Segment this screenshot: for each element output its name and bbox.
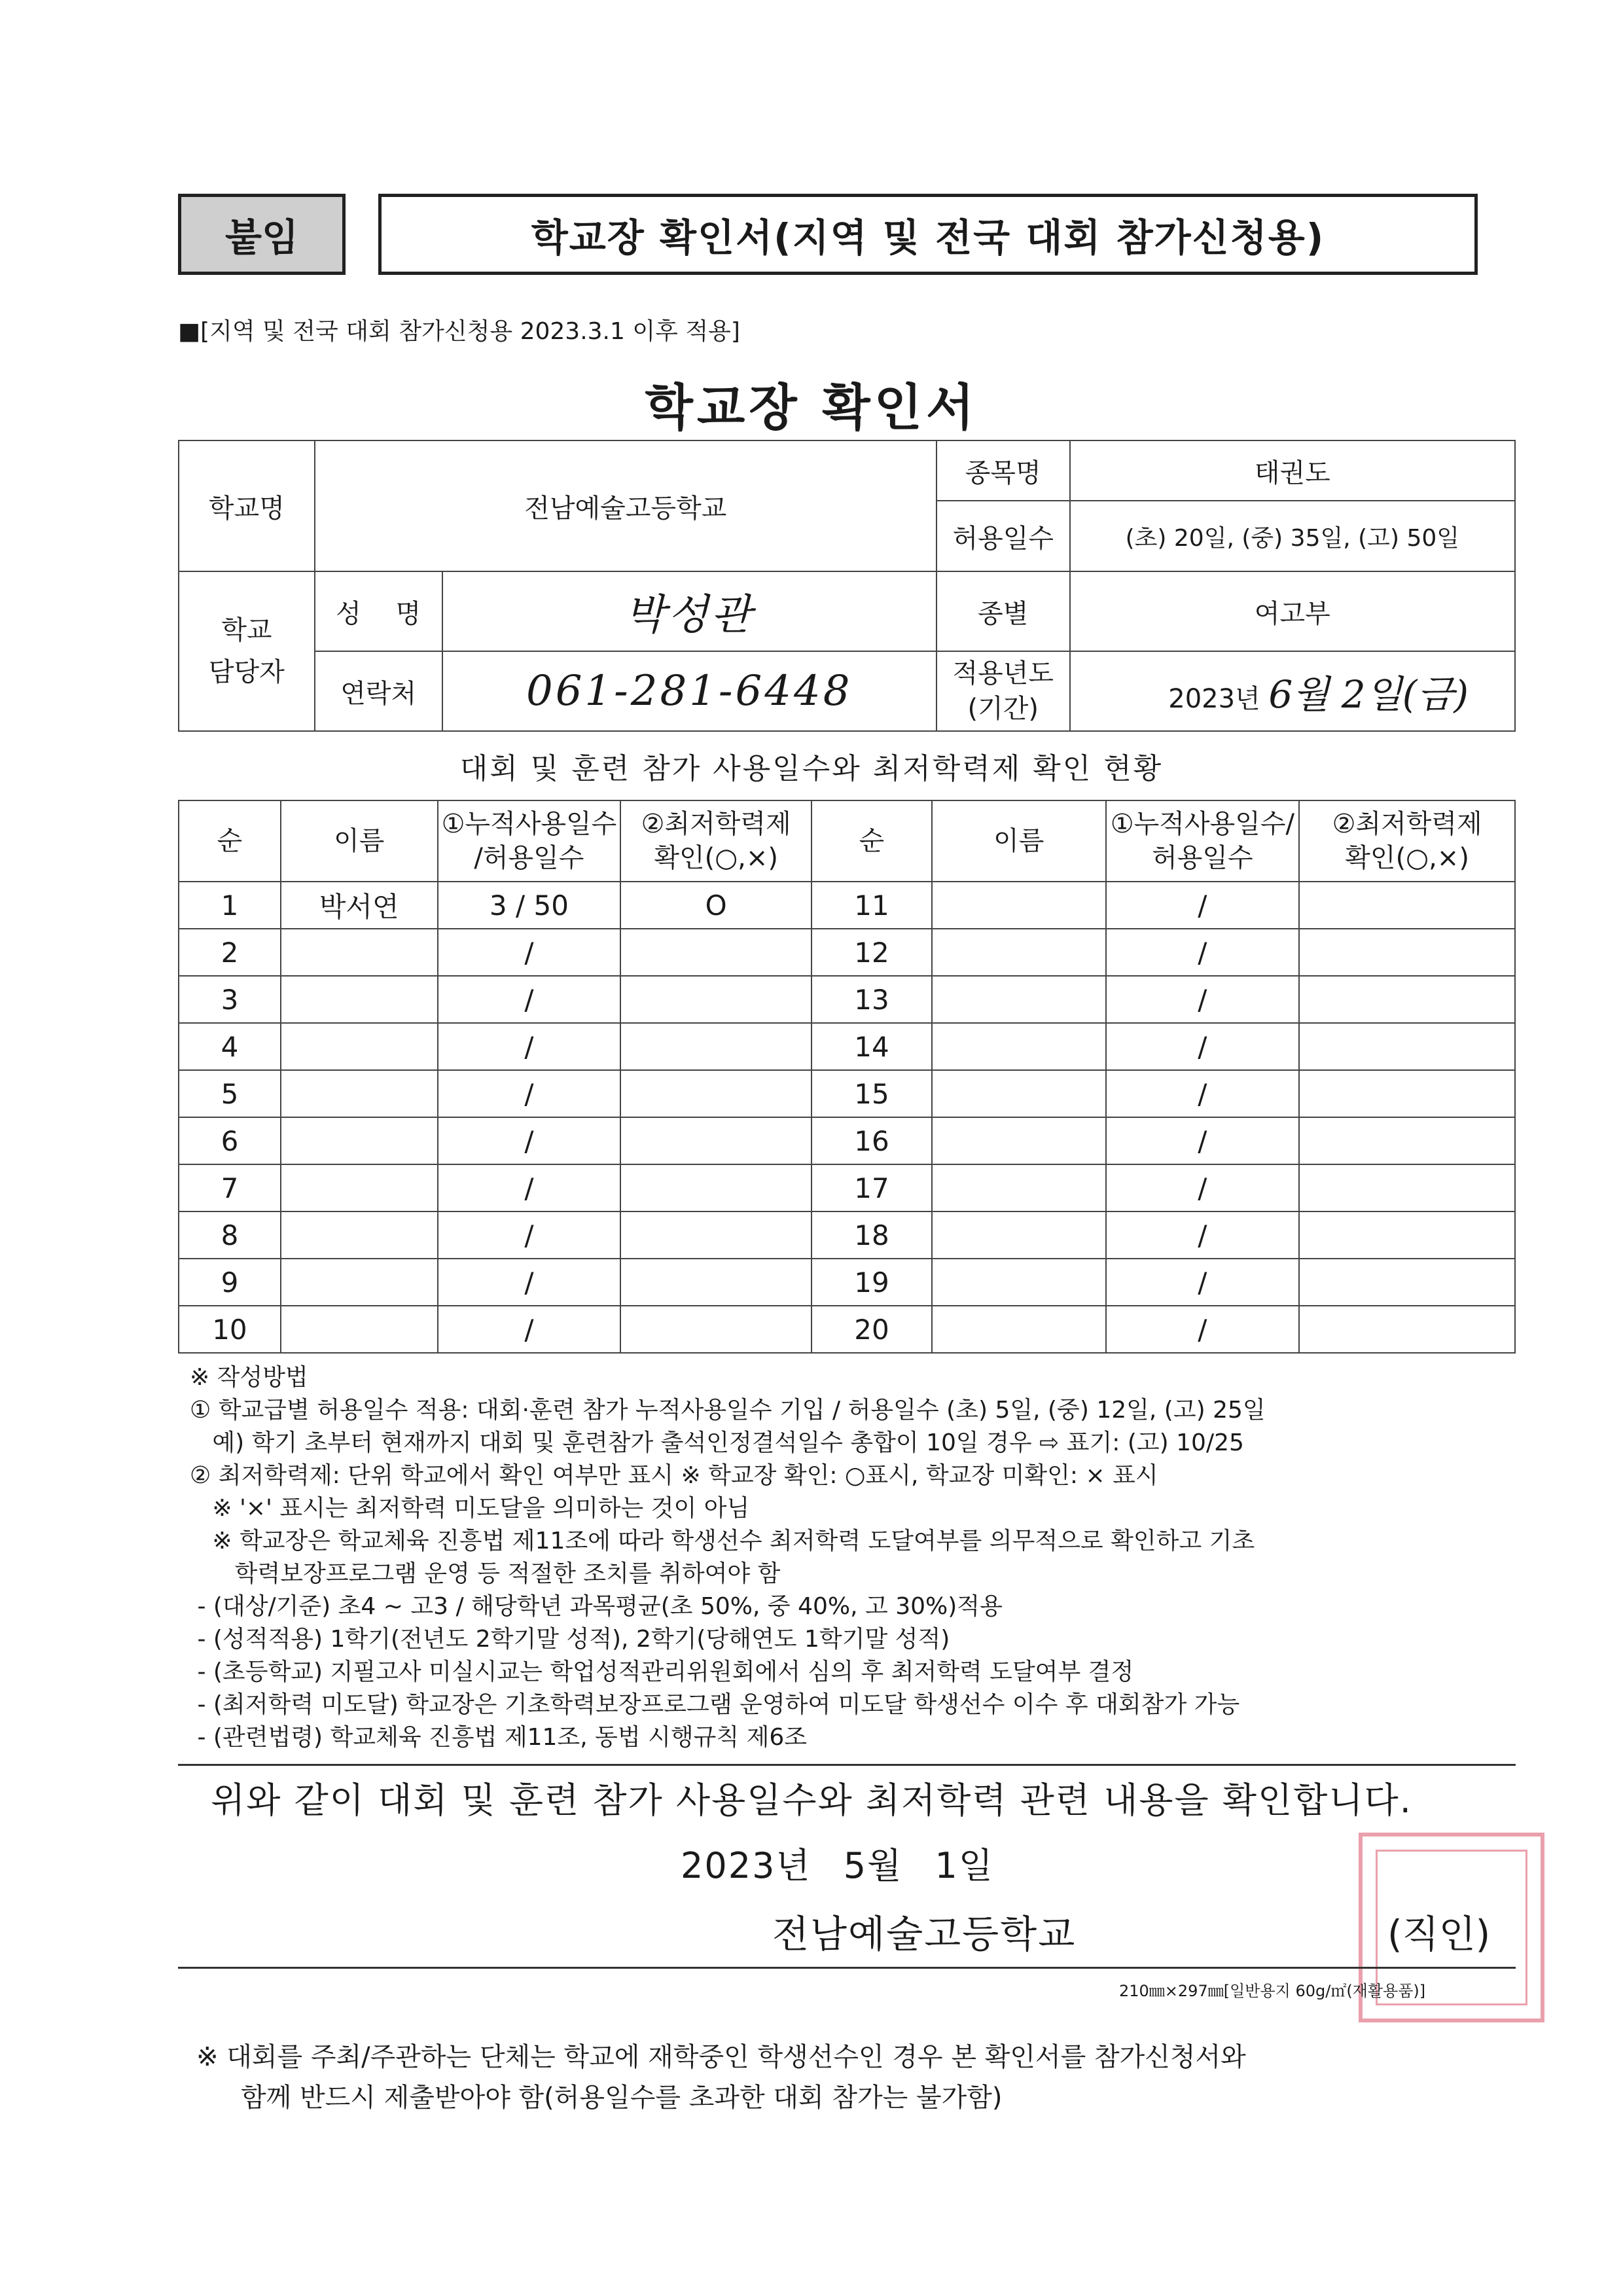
instruction-line: ※ 학교장은 학교체육 진흥법 제11조에 따라 학생선수 최저학력 도달여부를 의무적으로 확인하고 기초 [190,1528,1255,1554]
document-heading: 학교장 확인서(지역 및 전국 대회 참가신청용) [378,194,1478,275]
applicability-note: ■[지역 및 전국 대회 참가신청용 2023.3.1 이후 적용] [178,318,740,345]
cell-right-check [1299,976,1515,1023]
allowed-days-label: 허용일수 [936,501,1070,571]
cell-left-name [281,1164,438,1211]
confirmation-statement: 위와 같이 대회 및 훈련 참가 사용일수와 최저학력 관련 내용을 확인합니다. [211,1780,1412,1821]
usage-body [179,882,1515,1353]
header-check: ②최저학력제 확인(○,×) [620,800,812,882]
cell-left-days: / [438,1070,621,1117]
cell-left-check [620,929,812,976]
cell-left-days: / [438,929,621,976]
school-name-label: 학교명 [179,440,315,571]
cell-left-name [281,1023,438,1070]
cell-left-check [620,1070,812,1117]
cell-right-check [1299,1164,1515,1211]
cell-left-seq: 6 [179,1117,281,1164]
cell-left-name: 박서연 [281,882,438,929]
usage-title: 대회 및 훈련 참가 사용일수와 최저학력제 확인 현황 [459,752,1164,785]
name-value [442,571,936,651]
header-name: 이름 [281,800,438,882]
issuing-school: 전남예술고등학교 [772,1912,1077,1956]
year-value-cell [1070,651,1515,731]
handwritten-date: 6월 2일(금) [1268,672,1469,717]
cell-right-days: / [1106,929,1300,976]
cell-left-check [620,976,812,1023]
cell-left-days: 3 / 50 [438,882,621,929]
cell-right-seq: 12 [812,929,932,976]
instruction-line: 학력보장프로그램 운영 등 적절한 조치를 취하여야 함 [190,1560,781,1587]
header-check-2: ②최저학력제 확인(○,×) [1299,800,1515,882]
cell-right-seq: 11 [812,882,932,929]
cell-left-days: / [438,1117,621,1164]
cell-left-seq: 3 [179,976,281,1023]
contact-value [442,651,936,731]
cell-right-check [1299,1306,1515,1353]
allowed-days-value: (초) 20일, (중) 35일, (고) 50일 [1070,501,1515,571]
instructions [190,1361,1538,1754]
cell-left-name [281,1070,438,1117]
table-row [179,1117,1515,1164]
divider [178,1764,1516,1766]
instruction-line: - (관련법령) 학교체육 진흥법 제11조, 동법 시행규칙 제6조 [190,1724,808,1751]
header-seq: 순 [179,800,281,882]
cell-left-name [281,1211,438,1259]
division-label: 종별 [936,571,1070,651]
paper-spec: 210㎜×297㎜[일반용지 60g/㎡(재활용품)] [1119,1982,1426,2000]
sport-label: 종목명 [936,440,1070,501]
cell-right-name [932,976,1106,1023]
submission-note-line-1: ※ 대회를 주최/주관하는 단체는 학교에 재학중인 학생선수인 경우 본 확인서를 참가신청서와 [196,2042,1246,2072]
cell-left-seq: 4 [179,1023,281,1070]
cell-left-seq: 8 [179,1211,281,1259]
cell-right-name [932,1117,1106,1164]
usage-table [178,800,1516,1354]
cell-right-seq: 19 [812,1259,932,1306]
cell-left-seq: 1 [179,882,281,929]
table-row [179,1259,1515,1306]
handwritten-name: 박성관 [624,591,754,639]
cell-left-check [620,1211,812,1259]
cell-right-check [1299,929,1515,976]
handwritten-contact: 061-281-6448 [526,667,853,715]
submission-note [196,2037,1518,2118]
instruction-line: - (최저학력 미도달) 학교장은 기초학력보장프로그램 운영하여 미도달 학생선수 이수 후 대회참가 가능 [190,1691,1240,1718]
cell-left-days: / [438,976,621,1023]
cell-left-days: / [438,1023,621,1070]
table-row [179,1070,1515,1117]
cell-left-check [620,1023,812,1070]
cell-right-days: / [1106,1211,1300,1259]
year-value: 2023년 [1168,684,1260,714]
instruction-line: - (초등학교) 지필고사 미실시교는 학업성적관리위원회에서 심의 후 최저학력 도달여부 결정 [190,1659,1134,1685]
cell-right-days: / [1106,1259,1300,1306]
cell-right-name [932,1211,1106,1259]
cell-left-check [620,1259,812,1306]
cell-right-days: / [1106,1070,1300,1117]
cell-left-name [281,1306,438,1353]
info-table [178,440,1516,732]
cell-right-check [1299,1259,1515,1306]
cell-right-check [1299,1211,1515,1259]
cell-left-days: / [438,1259,621,1306]
cell-right-name [932,1306,1106,1353]
header-days-2: ①누적사용일수/ 허용일수 [1106,800,1300,882]
seal-label: (직인) [1387,1912,1491,1956]
sport-value: 태권도 [1070,440,1515,501]
cell-right-name [932,1070,1106,1117]
name-label: 성 명 [315,571,442,651]
cell-right-seq: 16 [812,1117,932,1164]
cell-left-check [620,1117,812,1164]
table-row [179,976,1515,1023]
cell-right-seq: 15 [812,1070,932,1117]
cell-right-seq: 14 [812,1023,932,1070]
header-seq-2: 순 [812,800,932,882]
cell-left-days: / [438,1306,621,1353]
division-value: 여고부 [1070,571,1515,651]
cell-left-seq: 7 [179,1164,281,1211]
cell-right-name [932,929,1106,976]
cell-right-days: / [1106,1117,1300,1164]
instruction-line: ※ 작성방법 [190,1364,308,1391]
table-row [179,1306,1515,1353]
cell-left-check [620,1164,812,1211]
table-row [179,882,1515,929]
cell-right-name [932,882,1106,929]
attachment-tag: 붙임 [178,194,346,275]
cell-left-check: O [620,882,812,929]
cell-right-check [1299,882,1515,929]
instruction-line: - (대상/기준) 초4 ~ 고3 / 해당학년 과목평균(초 50%, 중 40%, 고 30%)적용 [190,1593,1003,1620]
cell-right-name [932,1259,1106,1306]
cell-right-days: / [1106,882,1300,929]
table-row [179,1211,1515,1259]
instruction-line: 예) 학기 초부터 현재까지 대회 및 훈련참가 출석인정결석일수 총합이 10일 경우 ⇨ 표기: (고) 10/25 [190,1429,1244,1456]
issue-date: 2023년 5월 1일 [681,1845,994,1886]
cell-left-name [281,929,438,976]
cell-left-days: / [438,1211,621,1259]
cell-right-seq: 18 [812,1211,932,1259]
cell-right-seq: 20 [812,1306,932,1353]
contact-label: 연락처 [315,651,442,731]
cell-right-check [1299,1117,1515,1164]
cell-left-name [281,976,438,1023]
usage-header-row [179,800,1515,882]
table-row [179,929,1515,976]
cell-left-days: / [438,1164,621,1211]
cell-left-check [620,1306,812,1353]
submission-note-line-2: 함께 반드시 제출받아야 함(허용일수를 초과한 대회 참가는 불가함) [241,2083,1003,2113]
instruction-line: - (성적적용) 1학기(전년도 2학기말 성적), 2학기(당해연도 1학기말 성적) [190,1626,950,1653]
cell-right-days: / [1106,1164,1300,1211]
cell-left-name [281,1117,438,1164]
header-days: ①누적사용일수 /허용일수 [438,800,621,882]
cell-right-days: / [1106,976,1300,1023]
cell-left-name [281,1259,438,1306]
cell-right-seq: 17 [812,1164,932,1211]
instruction-line: ② 최저학력제: 단위 학교에서 확인 여부만 표시 ※ 학교장 확인: ○표시, 학교장 미확인: × 표시 [190,1462,1158,1489]
cell-right-check [1299,1070,1515,1117]
cell-right-days: / [1106,1306,1300,1353]
header-name-2: 이름 [932,800,1106,882]
table-row [179,1164,1515,1211]
table-row [179,1023,1515,1070]
cell-right-name [932,1023,1106,1070]
year-label: 적용년도 (기간) [936,651,1070,731]
cell-right-name [932,1164,1106,1211]
divider-bottom [178,1967,1516,1969]
page-title: 학교장 확인서 [645,378,978,437]
cell-left-seq: 10 [179,1306,281,1353]
cell-right-check [1299,1023,1515,1070]
cell-left-seq: 5 [179,1070,281,1117]
cell-right-days: / [1106,1023,1300,1070]
cell-left-seq: 9 [179,1259,281,1306]
cell-left-seq: 2 [179,929,281,976]
staff-label: 학교 담당자 [179,571,315,731]
school-name-value: 전남예술고등학교 [315,440,936,571]
instruction-line: ※ '×' 표시는 최저학력 미도달을 의미하는 것이 아님 [190,1495,750,1522]
instruction-line: ① 학교급별 허용일수 적용: 대회·훈련 참가 누적사용일수 기입 / 허용일수 (초) 5일, (중) 12일, (고) 25일 [190,1397,1266,1424]
cell-right-seq: 13 [812,976,932,1023]
